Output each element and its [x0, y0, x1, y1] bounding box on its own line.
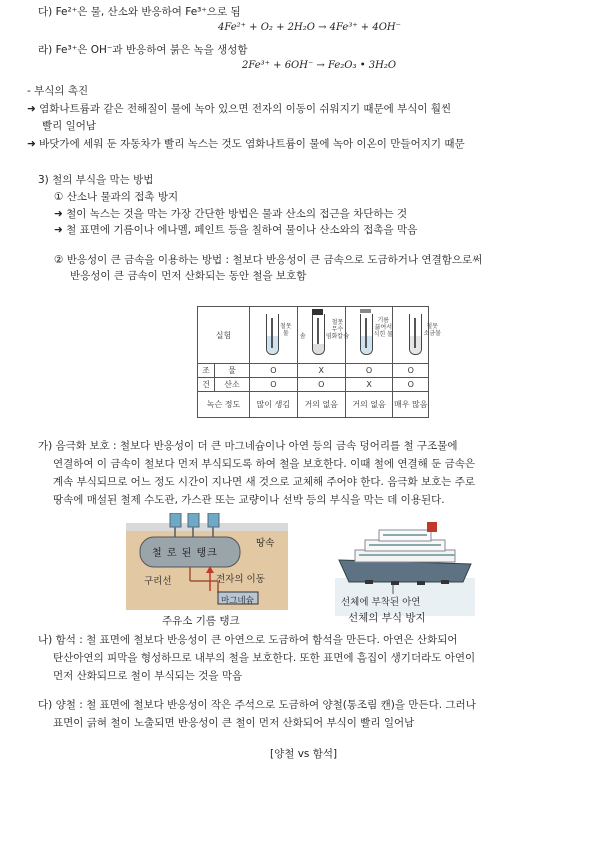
promote-line-2: ➜ 바닷가에 세워 둔 자동차가 빨리 녹스는 것도 염화나트륨이 물에 녹아 이온이 만들어지기 때문: [27, 138, 465, 150]
na-line-1: 나) 함석 : 철 표면에 철보다 반응성이 큰 아연으로 도금하여 함석을 만든다. 아연은 산화되어: [38, 634, 458, 646]
row-label-water: 물: [215, 364, 250, 378]
prevent-1a: ➜ 철이 녹스는 것을 막는 가장 간단한 방법은 물과 산소의 접근을 차단하는 것: [54, 208, 408, 220]
prevent-1b: ➜ 철 표면에 기름이나 에나멜, 페인트 등을 칠하여 물이나 산소와의 접촉을 막음: [54, 224, 418, 236]
experiment-header: 실험: [198, 307, 250, 364]
tank-caption: 주유소 기름 탱크: [162, 615, 240, 627]
tank-label: 철 로 된 탱크: [152, 548, 218, 559]
prevent-1: ① 산소나 물과의 접촉 방지: [54, 191, 179, 203]
ship-figure: [335, 516, 475, 616]
oxygen-val-4: O: [393, 378, 429, 392]
tank-figure: [126, 513, 288, 610]
row-label-jo: 조: [198, 364, 215, 378]
tube-label-2a: 솜: [299, 333, 306, 340]
tube-label-4: 철못 소금물: [423, 323, 441, 337]
tank-illustration: [126, 513, 288, 610]
na-line-3: 먼저 산화되므로 철이 부식되는 것을 막음: [53, 670, 243, 682]
test-tube-4: [409, 314, 422, 355]
tube-label-2b: 철못 무수 염화칼슘: [325, 319, 350, 340]
equation-2: 2Fe³⁺ + 6OH⁻ → Fe₂O₃ • 3H₂O: [242, 60, 397, 71]
rust-val-3: 거의 없음: [345, 392, 393, 418]
water-val-1: O: [250, 364, 298, 378]
line-ra: 라) Fe³⁺은 OH⁻과 반응하여 붉은 녹을 생성함: [38, 44, 248, 56]
row-label-geon: 건: [198, 378, 215, 392]
tank-wire-label: 구리선: [144, 576, 172, 587]
ship-zinc-label: 선체에 부착된 아연: [341, 597, 421, 608]
oxygen-val-3: X: [345, 378, 393, 392]
oxygen-val-2: O: [297, 378, 345, 392]
experiment-table: [197, 306, 441, 418]
ga-line-2: 연결하여 이 금속이 철보다 먼저 부식되도록 하여 철을 보호한다. 이때 철에 연결해 둔 금속은: [53, 458, 476, 470]
row-label-oxygen: 산소: [215, 378, 250, 392]
da2-line-2: 표면이 긁혀 철이 노출되면 반응성이 큰 철이 먼저 산화되어 부식이 빨리 일어남: [53, 717, 415, 729]
rust-val-4: 매우 많음: [393, 392, 429, 418]
test-tube-2: [312, 314, 325, 355]
prevent-2b: 반응성이 큰 금속이 먼저 산화되는 동안 철을 보호함: [70, 270, 307, 282]
promote-line-1a: ➜ 염화나트륨과 같은 전해질이 물에 녹아 있으면 전자의 이동이 쉬워지기 때문에 부식이 훨씬: [27, 103, 452, 115]
ga-line-1: 가) 음극화 보호 : 철보다 반응성이 더 큰 마그네슘이나 아연 등의 금속 덩어리를 철 구조물에: [38, 440, 458, 452]
tank-ground-label: 땅속: [256, 538, 275, 549]
tank-magnesium-label: 마그네슘: [221, 596, 254, 606]
ship-caption: 선체의 부식 방지: [348, 612, 426, 624]
tube-cell-4: [393, 307, 441, 364]
da2-line-1: 다) 양철 : 철 표면에 철보다 반응성이 작은 주석으로 도금하여 양철(통조림 캔)을 만든다. 그러나: [38, 699, 476, 711]
tube-cell-3: [345, 307, 393, 364]
promote-line-1b: 빨리 일어남: [42, 120, 97, 132]
tube-label-1: 철못 물: [280, 323, 292, 337]
rust-val-1: 많이 생김: [250, 392, 298, 418]
row-label-rust: 녹슨 정도: [198, 392, 250, 418]
na-line-2: 탄산아연의 피막을 형성하므로 내부의 철을 보호한다. 또한 표면에 흠집이 생기더라도 아연이: [53, 652, 476, 664]
prevent-2a: ② 반응성이 큰 금속을 이용하는 방법 : 철보다 반응성이 큰 금속으로 도금하거나 연결함으로써: [54, 254, 483, 266]
ga-line-4: 땅속에 매설된 철제 수도관, 가스관 또는 교량이나 선박 등의 부식을 막는 데 이용된다.: [53, 494, 445, 506]
prevent-title: 3) 철의 부식을 막는 방법: [38, 174, 154, 186]
water-val-3: O: [345, 364, 393, 378]
tube-cell-1: [250, 307, 298, 364]
tube-label-3: 기름 끓여서 식힌 물: [373, 317, 393, 338]
water-val-4: O: [393, 364, 429, 378]
line-da: 다) Fe²⁺은 물, 산소와 반응하여 Fe³⁺으로 됨: [38, 6, 241, 18]
ga-line-3: 계속 부식되므로 어느 정도 시간이 지나면 새 것으로 교체해 주어야 한다. 음극화 보호는 주로: [53, 476, 476, 488]
water-val-2: X: [297, 364, 345, 378]
test-tube-3: [360, 314, 373, 355]
oxygen-val-1: O: [250, 378, 298, 392]
equation-1: 4Fe²⁺ + O₂ + 2H₂O → 4Fe³⁺ + 4OH⁻: [218, 22, 401, 33]
tank-electron-label: 전자의 이동: [216, 574, 265, 585]
footer-note: [양철 vs 함석]: [270, 748, 338, 760]
rust-val-2: 거의 없음: [297, 392, 345, 418]
test-tube-1: [266, 314, 279, 355]
tube-cell-2: [297, 307, 350, 364]
promote-title: - 부식의 촉진: [27, 85, 89, 97]
